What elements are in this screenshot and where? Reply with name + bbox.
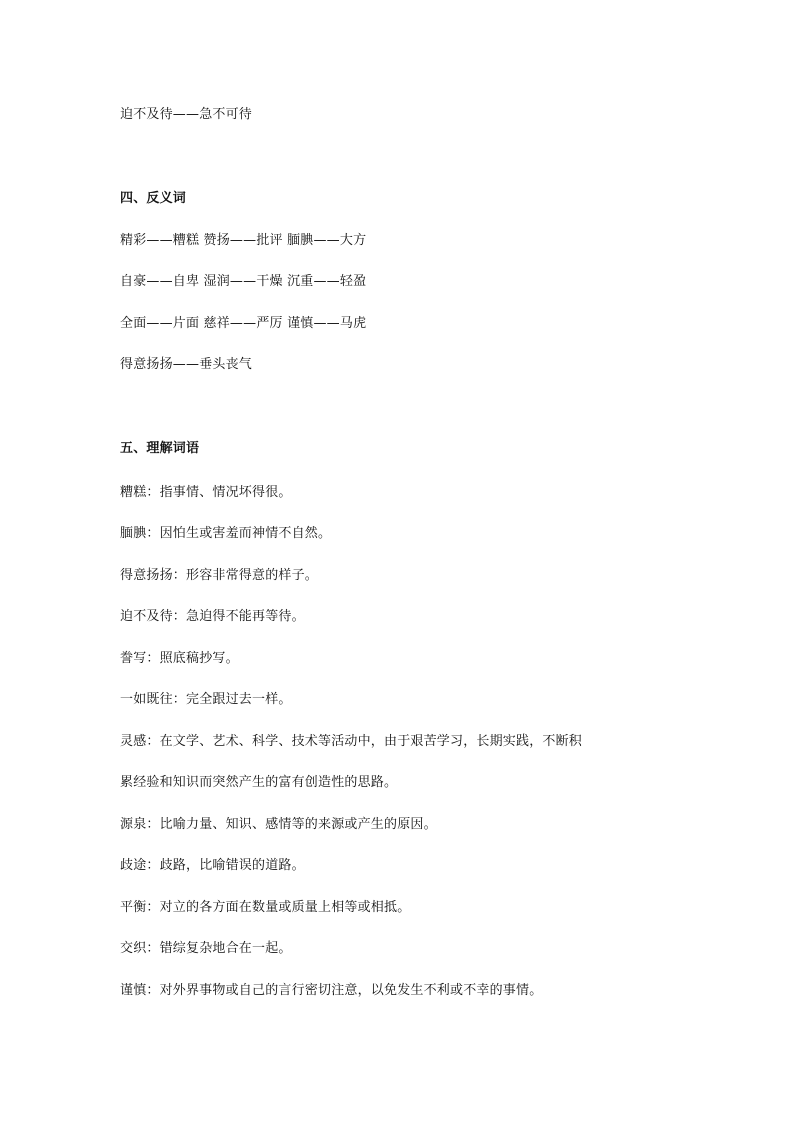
antonym-line-2: 自豪——自卑 湿润——干燥 沉重——轻盈 — [120, 274, 367, 289]
definition-line: 一如既往：完全跟过去一样。 — [120, 692, 292, 707]
definition-line: 糟糕：指事情、情况坏得很。 — [120, 485, 292, 500]
definition-line: 得意扬扬：形容非常得意的样子。 — [120, 568, 319, 583]
definition-line: 灵感：在文学、艺术、科学、技术等活动中，由于艰苦学习，长期实践，不断积 — [120, 734, 583, 749]
antonym-line-4: 得意扬扬——垂头丧气 — [120, 357, 253, 372]
definition-line: 源泉：比喻力量、知识、感情等的来源或产生的原因。 — [120, 817, 437, 832]
definition-line: 平衡：对立的各方面在数量或质量上相等或相抵。 — [120, 900, 411, 915]
definition-line-continued: 累经验和知识而突然产生的富有创造性的思路。 — [120, 775, 398, 790]
section-4-heading: 四、反义词 — [120, 191, 187, 206]
definition-line: 誊写：照底稿抄写。 — [120, 651, 239, 666]
definition-line: 交织：错综复杂地合在一起。 — [120, 941, 292, 956]
definition-line: 腼腆：因怕生或害羞而神情不自然。 — [120, 526, 332, 541]
antonym-line-1: 精彩——糟糕 赞扬——批评 腼腆——大方 — [120, 233, 367, 248]
antonym-line-3: 全面——片面 慈祥——严厉 谨慎——马虎 — [120, 316, 367, 331]
definition-line: 歧途：歧路，比喻错误的道路。 — [120, 858, 305, 873]
section-5-heading: 五、理解词语 — [120, 441, 200, 456]
top-line: 迫不及待——急不可待 — [120, 107, 253, 122]
definition-line: 迫不及待：急迫得不能再等待。 — [120, 609, 305, 624]
definition-line: 谨慎：对外界事物或自己的言行密切注意，以免发生不利或不幸的事情。 — [120, 983, 543, 998]
